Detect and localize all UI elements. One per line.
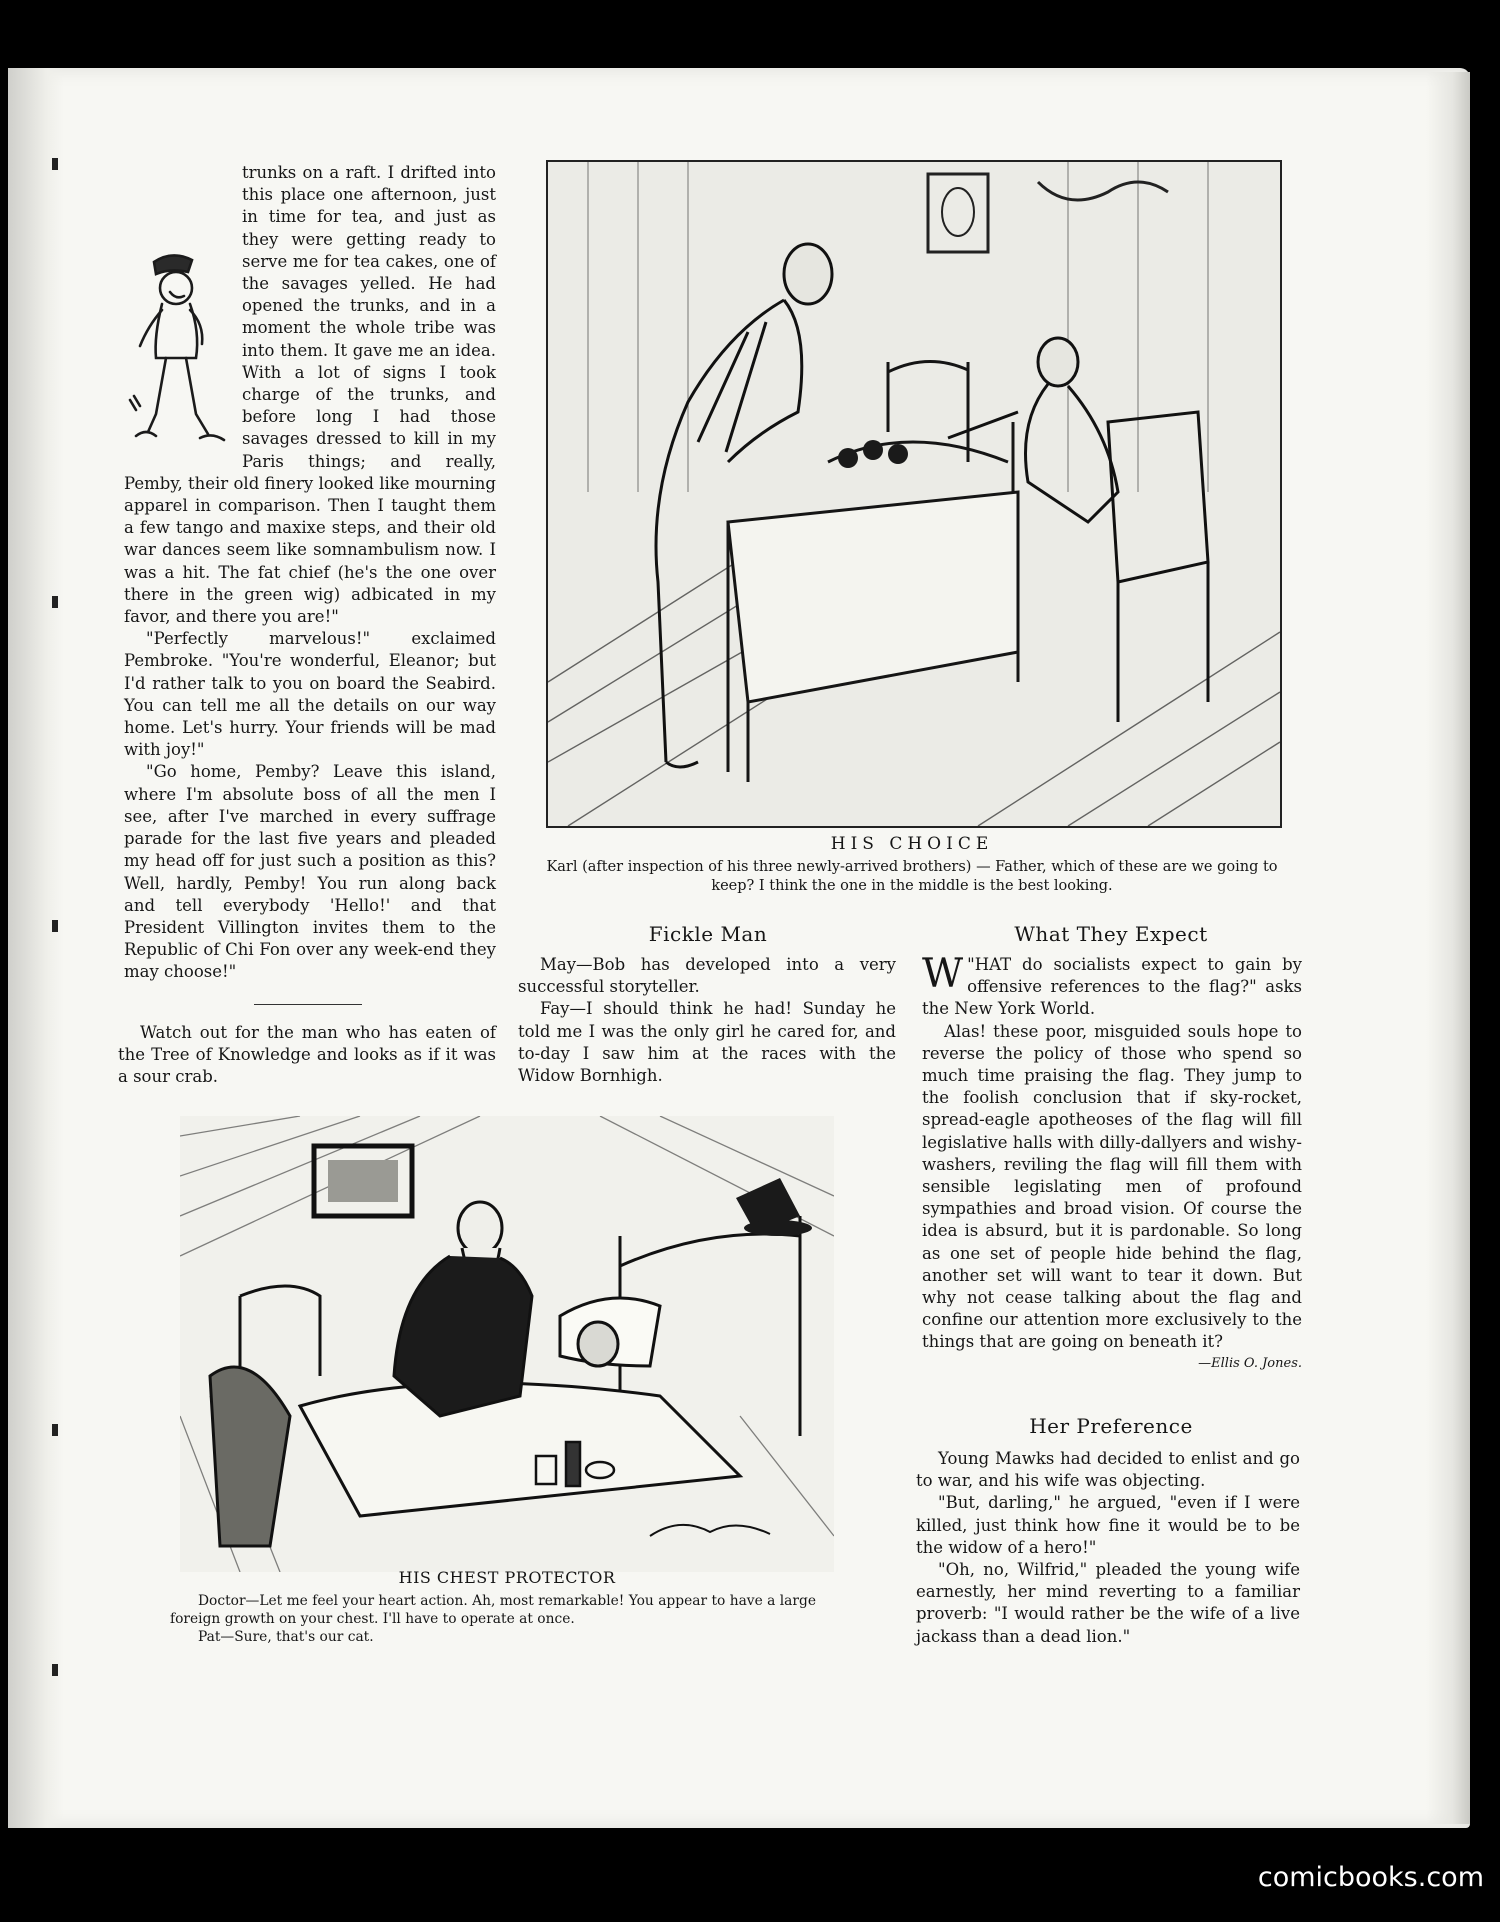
article-paragraph: Alas! these poor, misguided souls hope to reverse the policy of those who spend so much time praising the flag. They jump to the foolish conclusion that if sky-rocket, spread-eagle apotheoses of the flag will fill legislative halls with dilly-dallyers and wishy-washers, reviling the flag will fill them with sensible legislating men of profound sympathies and broad vision. Of course the idea is absurd, but it is pardonable. So long as one set of people hide behind the flag, another set will want to tear it down. But why not cease talking about the flag and confine our attention more exclusively to the things that are going on beneath it? — [922, 1021, 1302, 1352]
story-column — [124, 162, 496, 984]
dialogue-line: May—Bob has developed into a very successful storyteller. — [518, 955, 896, 997]
page-edge-shadow — [1426, 72, 1470, 1824]
her-preference-text — [916, 1448, 1300, 1648]
story-paragraph: "But, darling," he argued, "even if I were killed, just think how fine it would be to be the widow of a hero!" — [916, 1493, 1300, 1557]
section-heading: Her Preference — [1029, 1414, 1193, 1438]
story-paragraph: Young Mawks had decided to enlist and go to war, and his wife was objecting. — [916, 1449, 1300, 1491]
cartoon-title: HIS CHEST PROTECTOR — [398, 1568, 616, 1587]
cartoon-his-choice-drawing — [548, 162, 1280, 826]
story-paragraph: "Go home, Pemby? Leave this island, where I'm absolute boss of all the men I see, after I've marched in every suffrage parade for the last five years and pleaded my head off for just such a position as this? Well, hardly, Pemby! You run along back and tell everybody 'Hello!' and that President Villington invites them to the Republic of Chi Fon over any week-end they may choose!" — [124, 762, 496, 982]
opening-quote: " — [967, 955, 975, 974]
story-paragraph: "Perfectly marvelous!" exclaimed Pembroke. "You're wonderful, Eleanor; but I'd rather talk to you on board the Seabird. You can tell me all the details on our way home. Let's hurry. Your friends will be mad with joy!" — [124, 629, 496, 760]
fickle-man-text — [518, 954, 896, 1087]
drop-cap: W — [922, 951, 964, 997]
article-paragraph: HAT do socialists expect to gain by offensive references to the flag?" asks the New York World. — [922, 955, 1302, 1019]
cartoon-title: HIS CHOICE — [830, 834, 994, 854]
page-gutter-shadow — [8, 68, 64, 1828]
section-heading: What They Expect — [1014, 922, 1208, 946]
caption-line: Pat—Sure, that's our cat. — [198, 1629, 374, 1645]
site-watermark: comicbooks.com — [1257, 1862, 1484, 1893]
author-signature: —Ellis O. Jones. — [1198, 1355, 1302, 1371]
cartoon-his-chest-protector — [180, 1116, 834, 1572]
what-they-expect-text — [922, 951, 1302, 1374]
cartoon-his-chest-protector-drawing — [180, 1116, 834, 1572]
story-paragraph: trunks on a raft. I drifted into this place one afternoon, just in time for tea, and just as they were getting ready to serve me for tea cakes, one of the savages yelled. He had opened the trunks, and in a moment the whole tribe was into them. It gave me an idea. With a lot of signs I took charge of the trunks, and before long I had those savages dressed to kill in my Paris things; and really, Pemby, their old finery looked like mourning apparel in comparison. Then I taught them a few tango and maxixe steps, and their old war dances seem like somnambulism now. I was a hit. The fat chief (he's the one over there in the green wig) adbicated in my favor, and there you are!" — [124, 163, 496, 627]
mascot-wrap-space — [124, 162, 242, 462]
section-divider — [254, 1004, 362, 1005]
cartoon-caption — [170, 1592, 850, 1646]
story-paragraph: "Oh, no, Wilfrid," pleaded the young wife earnestly, her mind reverting to a familiar proverb: "I would rather be the wife of a live jackass than a dead lion." — [916, 1560, 1300, 1646]
section-heading: Fickle Man — [648, 922, 768, 946]
dialogue-line: Fay—I should think he had! Sunday he told me I was the only girl he cared for, and to-day I saw him at the races with the Widow Bornhigh. — [518, 999, 896, 1086]
cartoon-caption: Karl (after inspection of his three newly-arrived brothers) — Father, which of these are we going to keep? I think the one in the middle is the best looking. — [546, 859, 1278, 894]
cartoon-his-choice — [546, 160, 1282, 828]
caption-line: Doctor—Let me feel your heart action. Ah, most remarkable! You appear to have a large foreign growth on your chest. I'll have to operate at once. — [170, 1593, 816, 1627]
filler-joke: Watch out for the man who has eaten of the Tree of Knowledge and looks as if it was a sour crab. — [118, 1023, 496, 1087]
